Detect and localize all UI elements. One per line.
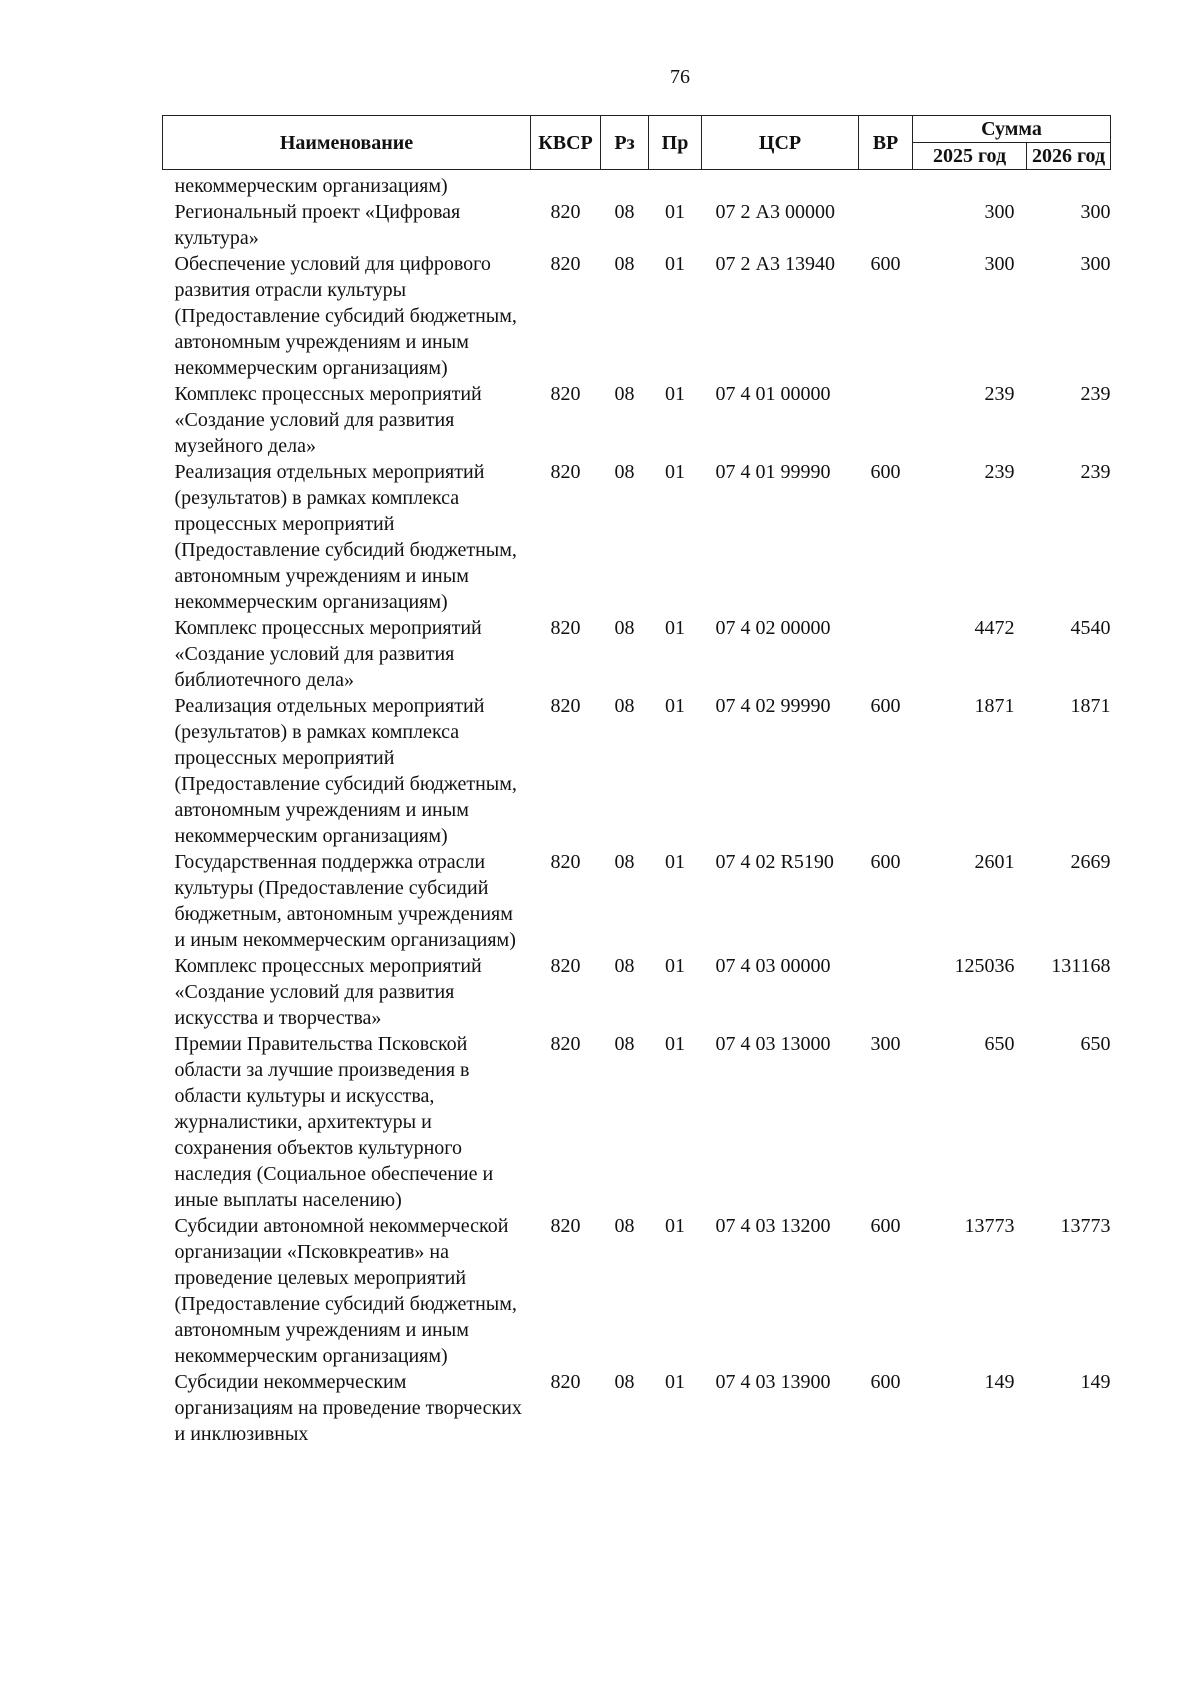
row-csr: 07 4 01 00000 [715,383,831,405]
row-sum-2026 [1027,170,1111,200]
row-kvsr: 820 [550,695,581,717]
row-csr: 07 4 03 13200 [715,1215,831,1237]
row-name: Региональный проект «Цифровая культура» [174,201,461,249]
row-vr [859,953,913,1031]
row-name: Обеспечение условий для цифрового развития отрасли культуры (Предоставление субсидий бюджетным, автономным учреждениям и иным некоммерческим организациям) [174,253,517,379]
table-row [163,849,1111,953]
row-vr: 600 [870,461,901,483]
row-sum-2025: 239 [984,383,1015,405]
row-rz [601,170,649,200]
row-sum-2026: 239 [1080,461,1111,483]
table-row [163,199,1111,251]
table-body [163,170,1111,1448]
row-rz: 08 [614,253,635,275]
row-name: Комплекс процессных мероприятий «Создание условий для развития искусства и творчества» [174,955,482,1029]
table-row [163,1369,1111,1447]
row-rz: 08 [614,695,635,717]
row-pr: 01 [665,383,685,405]
row-vr [859,381,913,459]
row-pr: 01 [665,617,685,639]
table-row [163,459,1111,615]
row-csr: 07 2 А3 00000 [715,201,835,223]
row-vr: 600 [870,695,901,717]
row-csr: 07 4 03 13900 [715,1371,831,1393]
row-name: Комплекс процессных мероприятий «Создание условий для развития музейного дела» [174,383,482,457]
row-sum-2025: 125036 [954,955,1015,977]
row-pr: 01 [665,461,685,483]
row-sum-2026: 2669 [1070,851,1111,873]
row-sum-2026: 1871 [1070,695,1111,717]
header-kvsr: КВСР [531,116,601,170]
row-vr [859,615,913,693]
table-row [163,615,1111,693]
row-sum-2026: 13773 [1060,1215,1111,1237]
row-rz: 08 [614,617,635,639]
row-csr: 07 4 02 99990 [715,695,831,717]
row-sum-2026: 300 [1080,201,1111,223]
row-sum-2026: 4540 [1070,617,1111,639]
row-name: Реализация отдельных мероприятий (результатов) в рамках комплекса процессных мероприятий (Предоставление субсидий бюджетным, автономным учреждениям и иным некоммерческим организациям) [174,695,517,847]
row-rz: 08 [614,383,635,405]
row-pr [649,170,702,200]
row-rz: 08 [614,1371,635,1393]
row-kvsr: 820 [550,383,581,405]
row-csr: 07 2 А3 13940 [715,253,835,275]
row-kvsr [531,170,601,200]
row-vr: 600 [870,1371,901,1393]
row-sum-2025: 300 [984,253,1015,275]
table-header [163,116,1111,170]
row-pr: 01 [665,695,685,717]
row-csr [702,170,859,200]
header-csr: ЦСР [702,116,859,170]
row-kvsr: 820 [550,955,581,977]
row-pr: 01 [665,1371,685,1393]
row-sum-2025: 1871 [974,695,1015,717]
row-name: Государственная поддержка отрасли культуры (Предоставление субсидий бюджетным, автономным учреждениям и иным некоммерческим организациям) [174,851,516,951]
row-sum-2026: 131168 [1051,955,1111,977]
header-name: Наименование [163,116,531,170]
row-name: Субсидии некоммерческим организациям на проведение творческих и инклюзивных [174,1371,522,1445]
row-vr: 300 [870,1033,901,1055]
row-kvsr: 820 [550,1215,581,1237]
row-pr: 01 [665,253,685,275]
row-sum-2025: 239 [984,461,1015,483]
table-row [163,381,1111,459]
row-rz: 08 [614,1033,635,1055]
row-sum-2025 [913,170,1027,200]
budget-table [162,115,1111,1447]
table-row [163,170,1111,200]
row-vr [859,199,913,251]
row-name: Премии Правительства Псковской области за лучшие произведения в области культуры и искусства, журналистики, архитектуры и сохранения объектов культурного наследия (Социальное обеспечение и иные выплаты населению) [174,1033,494,1211]
table-row [163,1031,1111,1213]
row-csr: 07 4 02 R5190 [715,851,834,873]
row-pr: 01 [665,201,685,223]
table-row [163,693,1111,849]
header-year-2025: 2025 год [913,143,1027,170]
row-csr: 07 4 03 00000 [715,955,831,977]
row-sum-2025: 149 [984,1371,1015,1393]
row-kvsr: 820 [550,617,581,639]
row-vr: 600 [870,1215,901,1237]
header-sum: Сумма [913,116,1111,143]
row-kvsr: 820 [550,1033,581,1055]
row-sum-2026: 650 [1080,1033,1111,1055]
header-rz: Рз [601,116,649,170]
row-sum-2025: 4472 [974,617,1015,639]
row-sum-2025: 300 [984,201,1015,223]
row-name: Комплекс процессных мероприятий «Создание условий для развития библиотечного дела» [174,617,482,691]
row-kvsr: 820 [550,201,581,223]
row-sum-2025: 650 [984,1033,1015,1055]
page-number: 76 [670,66,690,88]
row-pr: 01 [665,1215,685,1237]
header-year-2026: 2026 год [1027,143,1111,170]
row-pr: 01 [665,955,685,977]
row-sum-2026: 300 [1080,253,1111,275]
table-row [163,251,1111,381]
row-kvsr: 820 [550,1371,581,1393]
row-rz: 08 [614,201,635,223]
row-rz: 08 [614,955,635,977]
row-vr: 600 [870,851,901,873]
row-csr: 07 4 02 00000 [715,617,831,639]
row-sum-2026: 239 [1080,383,1111,405]
row-kvsr: 820 [550,461,581,483]
row-vr [859,170,913,200]
row-kvsr: 820 [550,253,581,275]
row-sum-2025: 13773 [964,1215,1015,1237]
header-pr: Пр [649,116,702,170]
row-rz: 08 [614,1215,635,1237]
row-vr: 600 [870,253,901,275]
row-name: Реализация отдельных мероприятий (результатов) в рамках комплекса процессных мероприятий (Предоставление субсидий бюджетным, автономным учреждениям и иным некоммерческим организациям) [174,461,517,613]
row-rz: 08 [614,461,635,483]
row-pr: 01 [665,1033,685,1055]
row-pr: 01 [665,851,685,873]
row-name: некоммерческим организациям) [174,175,448,197]
row-sum-2026: 149 [1080,1371,1111,1393]
table-row [163,1213,1111,1369]
row-csr: 07 4 03 13000 [715,1033,831,1055]
row-sum-2025: 2601 [974,851,1015,873]
header-vr: ВР [859,116,913,170]
row-rz: 08 [614,851,635,873]
row-csr: 07 4 01 99990 [715,461,831,483]
row-kvsr: 820 [550,851,581,873]
row-name: Субсидии автономной некоммерческой организации «Псковкреатив» на проведение целевых мероприятий (Предоставление субсидий бюджетным, автономным учреждениям и иным некоммерческим организациям) [174,1215,517,1367]
table-row [163,953,1111,1031]
